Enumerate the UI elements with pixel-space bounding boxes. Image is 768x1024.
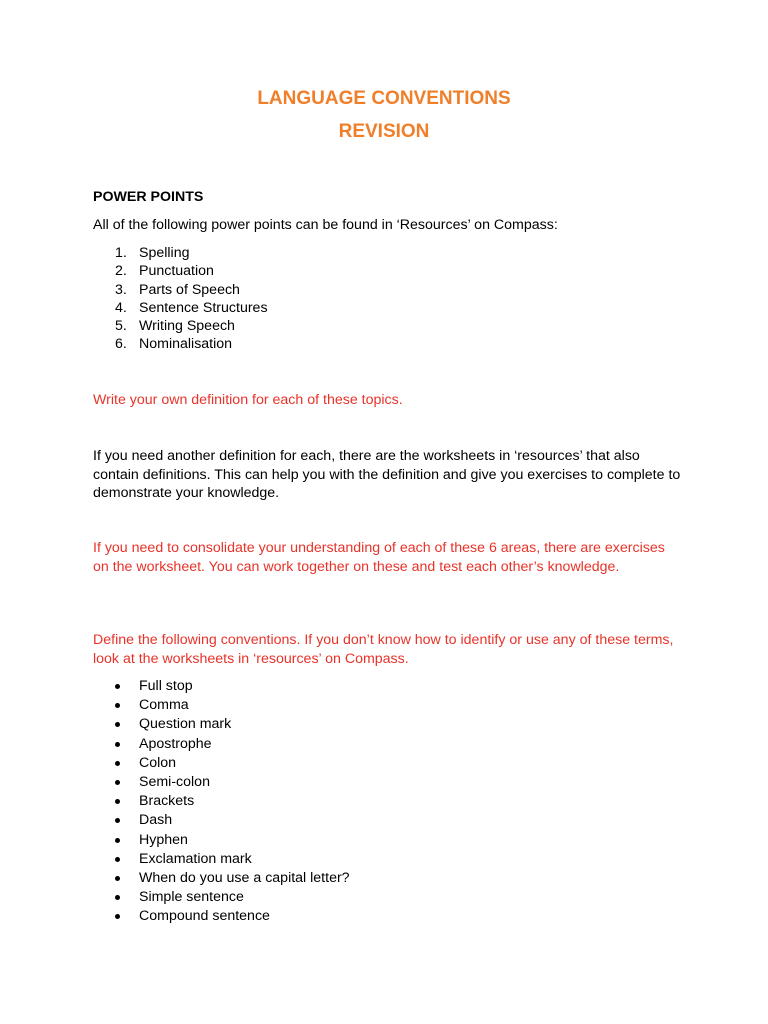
convention-label: Exclamation mark [139, 850, 252, 867]
list-item [93, 792, 350, 811]
bullet-icon [115, 780, 120, 785]
list-number: 3. [115, 281, 127, 298]
bullet-icon [115, 722, 120, 727]
define-conventions-instruction: Define the following conventions. If you don’t know how to identify or use any of these terms, look at the worksheets in ‘resources’ on Compass. [93, 632, 674, 667]
bullet-icon [115, 703, 120, 708]
bullet-icon [115, 857, 120, 862]
convention-label: Compound sentence [139, 908, 270, 925]
intro-paragraph: All of the following power points can be found in ‘Resources’ on Compass: [93, 217, 558, 233]
convention-label: Dash [139, 812, 173, 829]
bullet-icon [115, 914, 120, 919]
list-item [93, 850, 350, 869]
list-number: 5. [115, 318, 127, 335]
topic-label: Writing Speech [139, 318, 235, 335]
convention-label: Semi-colon [139, 773, 210, 790]
list-item [93, 754, 350, 773]
list-number: 4. [115, 299, 127, 316]
consolidate-paragraph: If you need to consolidate your understanding of each of these 6 areas, there are exercises on the worksheet. You can work together on these and test each other’s knowledge. [93, 540, 665, 575]
topic-item [93, 299, 268, 317]
bullet-icon [115, 684, 120, 689]
document-title: LANGUAGE CONVENTIONS [257, 88, 511, 109]
convention-label: Comma [139, 697, 189, 714]
list-item [93, 869, 350, 888]
bullet-icon [115, 761, 120, 766]
topic-item [93, 244, 268, 262]
bullet-icon [115, 742, 120, 747]
topic-label: Parts of Speech [139, 281, 240, 298]
bullet-icon [115, 895, 120, 900]
document-subtitle: REVISION [338, 121, 430, 142]
convention-label: Question mark [139, 716, 232, 733]
list-item [93, 831, 350, 850]
bullet-icon [115, 818, 120, 823]
write-definition-instruction: Write your own definition for each of these topics. [93, 392, 403, 408]
list-item [93, 888, 350, 907]
conventions-list [93, 677, 350, 926]
topics-list [93, 244, 268, 354]
topic-label: Sentence Structures [139, 299, 268, 316]
section-heading-power-points: POWER POINTS [93, 189, 204, 205]
convention-label: Brackets [139, 793, 195, 810]
convention-label: When do you use a capital letter? [139, 869, 350, 886]
list-item [93, 715, 350, 734]
convention-label: Colon [139, 754, 177, 771]
topic-item [93, 317, 268, 335]
convention-label: Simple sentence [139, 889, 244, 906]
list-number: 2. [115, 263, 127, 280]
list-number: 1. [115, 245, 127, 261]
convention-label: Hyphen [139, 831, 188, 848]
list-item [93, 735, 350, 754]
convention-label: Full stop [139, 678, 193, 694]
bullet-icon [115, 799, 120, 804]
list-item [93, 773, 350, 792]
bullet-icon [115, 876, 120, 881]
list-item [93, 677, 350, 696]
topic-label: Punctuation [139, 263, 214, 280]
topic-label: Nominalisation [139, 336, 233, 353]
topic-item [93, 262, 268, 280]
topic-item [93, 335, 268, 353]
topic-label: Spelling [139, 245, 190, 261]
list-item [93, 907, 350, 926]
list-item [93, 811, 350, 830]
worksheet-definition-paragraph: If you need another definition for each, there are the worksheets in ‘resources’ that also contain definitions. This can help you with the definition and give you exercises to complete to demonstrate your knowledge. [93, 448, 681, 501]
list-number: 6. [115, 336, 127, 353]
topic-item [93, 281, 268, 299]
convention-label: Apostrophe [139, 735, 212, 752]
bullet-icon [115, 838, 120, 843]
list-item [93, 696, 350, 715]
